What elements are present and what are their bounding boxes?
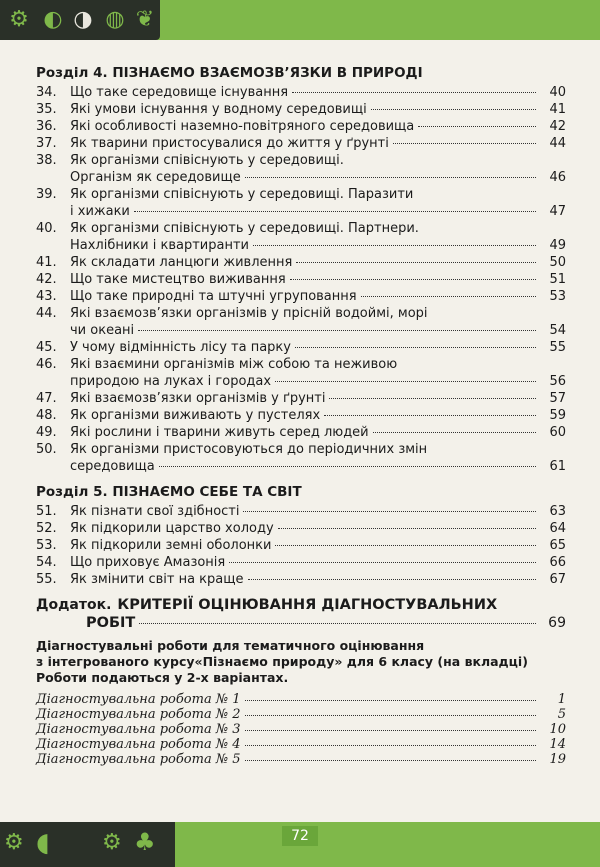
entry-title: середовища — [70, 459, 155, 474]
entry-number: 37. — [36, 136, 57, 151]
entry-title: Як пізнати свої здібності — [70, 504, 240, 519]
entry-number: 39. — [36, 187, 57, 202]
leader-dots — [139, 623, 536, 624]
page-number: 47 — [549, 204, 566, 219]
entry-number: 53. — [36, 538, 57, 553]
globe-icon: ◍ — [105, 7, 125, 32]
entry-number: 48. — [36, 408, 57, 423]
page-number: 69 — [548, 615, 566, 631]
page-number: 63 — [549, 504, 566, 519]
page-number: 49 — [549, 238, 566, 253]
leader-dots — [245, 715, 536, 716]
diagnostic-entry[interactable] — [36, 722, 566, 737]
entry-title: Як організми пристосовуються до періодичних змін — [70, 442, 428, 457]
section-5-list — [36, 503, 566, 588]
page-number: 56 — [549, 374, 566, 389]
entry-number: 55. — [36, 572, 57, 587]
page-number: 41 — [549, 102, 566, 117]
leader-dots — [361, 296, 536, 297]
toc-entry[interactable] — [36, 503, 566, 520]
entry-title: Що таке середовище існування — [70, 85, 289, 100]
entry-number: 41. — [36, 255, 57, 270]
page-number: 50 — [549, 255, 566, 270]
top-banner-decoration — [0, 0, 160, 40]
entry-number: 45. — [36, 340, 57, 355]
entry-number: 40. — [36, 221, 57, 236]
page-number: 61 — [549, 459, 566, 474]
page-number: 19 — [549, 752, 566, 767]
entry-number: 36. — [36, 119, 57, 134]
leader-dots — [275, 381, 536, 382]
half-circle-icon: ◐ — [43, 7, 63, 32]
page-number: 53 — [549, 289, 566, 304]
entry-title: Які взаємозв’язки організмів у прісній водоймі, морі — [70, 306, 428, 321]
page-number: 67 — [549, 572, 566, 587]
entry-title: Як організми співіснують у середовищі. Партнери. — [70, 221, 419, 236]
entry-title: Які взаємини організмів між собою та неживою — [70, 357, 398, 372]
entry-title: Як організми співіснують у середовищі. — [70, 153, 344, 168]
toc-entry[interactable] — [36, 407, 566, 424]
appendix-prefix: Додаток. — [36, 597, 112, 613]
entry-title: Нахлібники і квартиранти — [70, 238, 249, 253]
bottom-banner-decoration — [0, 822, 175, 867]
entry-title: Як складати ланцюги живлення — [70, 255, 293, 270]
page-number: 1 — [557, 692, 566, 707]
section-4-list — [36, 84, 566, 475]
entry-number: 52. — [36, 521, 57, 536]
leader-dots — [371, 109, 536, 110]
entry-title: Як організми виживають у пустелях — [70, 408, 321, 423]
gear-icon: ⚙ — [4, 830, 24, 855]
leader-dots — [373, 432, 536, 433]
entry-number: 42. — [36, 272, 57, 287]
page-number-badge: 72 — [282, 826, 318, 846]
entry-title: Які особливості наземно-повітряного середовища — [70, 119, 415, 134]
entry-title: Як підкорили земні оболонки — [70, 538, 272, 553]
leader-dots — [243, 511, 536, 512]
entry-title: Які умови існування у водному середовищі — [70, 102, 367, 117]
leader-dots — [134, 211, 536, 212]
table-of-contents — [36, 64, 566, 767]
leader-dots — [248, 579, 537, 580]
entry-title: Як організми співіснують у середовищі. Паразити — [70, 187, 414, 202]
entry-number: 35. — [36, 102, 57, 117]
gear-icon: ⚙ — [102, 830, 122, 855]
gear-icon: ⚙ — [9, 7, 29, 32]
entry-title: Що таке мистецтво виживання — [70, 272, 286, 287]
leaf-icon: ❦ — [135, 7, 155, 32]
leader-dots — [278, 528, 536, 529]
leader-dots — [138, 330, 536, 331]
entry-title: Які взаємозв’язки організмів у ґрунті — [70, 391, 326, 406]
leader-dots — [253, 245, 536, 246]
entry-title: У чому відмінність лісу та парку — [70, 340, 291, 355]
diagnostic-label: Діагностувальна робота № 1 — [36, 692, 241, 707]
entry-number: 50. — [36, 442, 57, 457]
leader-dots — [393, 143, 536, 144]
toc-entry[interactable] — [36, 441, 566, 475]
page-number: 64 — [549, 521, 566, 536]
diagnostic-entry[interactable] — [36, 692, 566, 707]
half-circle-icon: ◖ — [36, 828, 50, 858]
entry-title: Що таке природні та штучні угруповання — [70, 289, 357, 304]
appendix-title-cont: РОБІТ — [86, 615, 136, 631]
page-number: 44 — [549, 136, 566, 151]
toc-entry[interactable] — [36, 220, 566, 254]
toc-entry[interactable] — [36, 186, 566, 220]
diagnostic-note-line: з інтегрованого курсу«Пізнаємо природу» для 6 класу (на вкладці) — [36, 654, 528, 669]
leader-dots — [245, 730, 536, 731]
entry-number: 47. — [36, 391, 57, 406]
entry-number: 46. — [36, 357, 57, 372]
page-number: 55 — [549, 340, 566, 355]
page-number: 42 — [549, 119, 566, 134]
diagnostic-note — [36, 638, 566, 686]
entry-number: 54. — [36, 555, 57, 570]
toc-entry[interactable] — [36, 101, 566, 118]
page-number: 14 — [549, 737, 566, 752]
diagnostic-entry[interactable] — [36, 752, 566, 767]
leader-dots — [275, 545, 536, 546]
entry-title: Що приховує Амазонія — [70, 555, 226, 570]
section-5-heading: Розділ 5. ПІЗНАЄМО СЕБЕ ТА СВІТ — [36, 484, 302, 500]
leader-dots — [292, 92, 536, 93]
toc-entry[interactable] — [36, 571, 566, 588]
toc-entry[interactable] — [36, 84, 566, 101]
leader-dots — [290, 279, 536, 280]
tree-icon: ♣ — [134, 828, 156, 856]
toc-entry[interactable] — [36, 339, 566, 356]
leader-dots — [245, 177, 536, 178]
diagnostic-list — [36, 692, 566, 767]
appendix-entry[interactable] — [36, 596, 566, 632]
toc-entry[interactable] — [36, 520, 566, 537]
entry-number: 51. — [36, 504, 57, 519]
diagnostic-note-line: Діагностувальні роботи для тематичного оцінювання — [36, 638, 425, 653]
entry-title: Як тварини пристосувалися до життя у ґрунті — [70, 136, 389, 151]
toc-entry[interactable] — [36, 271, 566, 288]
leader-dots — [418, 126, 536, 127]
page-number: 65 — [549, 538, 566, 553]
toc-entry[interactable] — [36, 118, 566, 135]
page-number: 66 — [549, 555, 566, 570]
toc-entry[interactable] — [36, 152, 566, 186]
page-number: 57 — [549, 391, 566, 406]
toc-entry[interactable] — [36, 424, 566, 441]
toc-entry[interactable] — [36, 356, 566, 390]
toc-entry[interactable] — [36, 288, 566, 305]
toc-entry[interactable] — [36, 135, 566, 152]
entry-number: 43. — [36, 289, 57, 304]
leader-dots — [159, 466, 536, 467]
top-banner — [0, 0, 600, 40]
page-number: 60 — [549, 425, 566, 440]
diagnostic-label: Діагностувальна робота № 5 — [36, 752, 241, 767]
page-number: 46 — [549, 170, 566, 185]
toc-entry[interactable] — [36, 305, 566, 339]
leader-dots — [245, 700, 536, 701]
toc-entry[interactable] — [36, 537, 566, 554]
leader-dots — [324, 415, 536, 416]
toc-entry[interactable] — [36, 390, 566, 407]
leader-dots — [295, 347, 536, 348]
entry-number: 34. — [36, 85, 57, 100]
page-number: 40 — [549, 85, 566, 100]
leader-dots — [329, 398, 536, 399]
diagnostic-entry[interactable] — [36, 707, 566, 722]
page-number: 10 — [549, 722, 566, 737]
page-number: 5 — [557, 707, 566, 722]
leader-dots — [229, 562, 536, 563]
leader-dots — [296, 262, 536, 263]
diagnostic-note-line: Роботи подаються у 2-х варіантах. — [36, 670, 289, 685]
leader-dots — [245, 760, 536, 761]
entry-title: Організм як середовище — [70, 170, 241, 185]
entry-number: 38. — [36, 153, 57, 168]
entry-title: і хижаки — [70, 204, 130, 219]
diagnostic-label: Діагностувальна робота № 3 — [36, 722, 241, 737]
toc-entry[interactable] — [36, 554, 566, 571]
page-number: 51 — [549, 272, 566, 287]
page-number: 54 — [549, 323, 566, 338]
entry-title: Як змінити світ на краще — [70, 572, 244, 587]
entry-title: Які рослини і тварини живуть серед людей — [70, 425, 369, 440]
entry-number: 49. — [36, 425, 57, 440]
diagnostic-label: Діагностувальна робота № 2 — [36, 707, 241, 722]
leader-dots — [245, 745, 536, 746]
entry-title: природою на луках і городах — [70, 374, 272, 389]
diagnostic-entry[interactable] — [36, 737, 566, 752]
entry-title: Як підкорили царство холоду — [70, 521, 274, 536]
half-circle-icon: ◑ — [73, 7, 93, 32]
appendix-title: КРИТЕРІЇ ОЦІНЮВАННЯ ДІАГНОСТУВАЛЬНИХ — [117, 597, 498, 613]
section-4-heading: Розділ 4. ПІЗНАЄМО ВЗАЄМОЗВ’ЯЗКИ В ПРИРОДІ — [36, 65, 423, 81]
page-number: 59 — [549, 408, 566, 423]
entry-title: чи океані — [70, 323, 135, 338]
diagnostic-label: Діагностувальна робота № 4 — [36, 737, 241, 752]
toc-entry[interactable] — [36, 254, 566, 271]
entry-number: 44. — [36, 306, 57, 321]
